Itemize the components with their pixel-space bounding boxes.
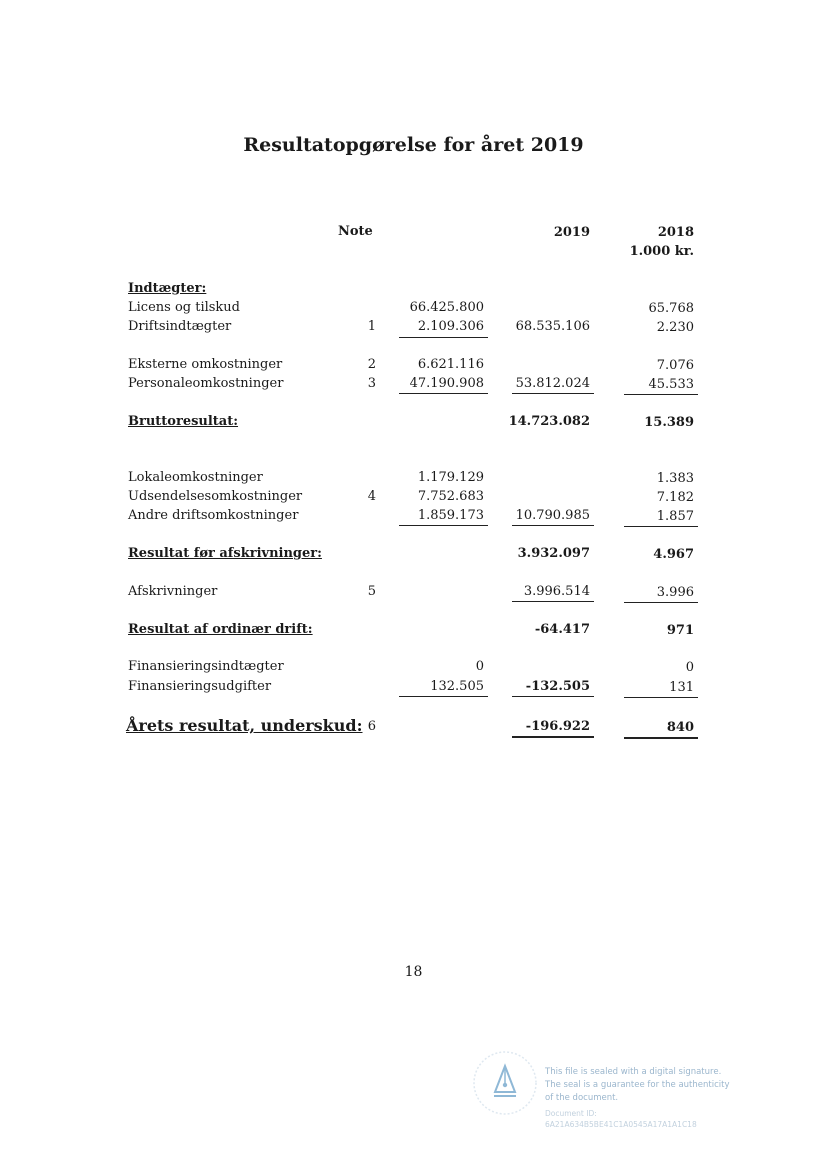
personale-prior: 45.533 <box>648 377 694 392</box>
unit-label: 1.000 kr. <box>629 244 694 259</box>
drift-detail: 2.109.306 <box>417 319 484 334</box>
brutto-label: Bruttoresultat: <box>128 414 239 429</box>
licens-prior: 65.768 <box>648 301 694 316</box>
personale-total: 53.812.024 <box>515 376 590 391</box>
fin-ind-prior: 0 <box>685 660 694 675</box>
afskrivninger-total: 3.996.514 <box>523 584 590 599</box>
lokale-detail: 1.179.129 <box>417 470 484 485</box>
eksterne-label: Eksterne omkostninger <box>128 357 283 372</box>
seal-line-1: This file is sealed with a digital signature. <box>545 1067 722 1077</box>
aarets-note: 6 <box>367 719 376 734</box>
underline <box>512 393 594 394</box>
underline <box>624 526 698 527</box>
brutto-prior: 15.389 <box>644 415 694 430</box>
double-underline <box>624 737 698 739</box>
andre-detail: 1.859.173 <box>417 508 484 523</box>
seal-line-2: The seal is a guarantee for the authenticity <box>545 1080 730 1090</box>
underline <box>399 696 488 697</box>
seal-doc-label: Document ID: <box>545 1109 597 1118</box>
udsendelse-prior: 7.182 <box>656 490 694 505</box>
underline <box>512 696 594 697</box>
licens-label: Licens og tilskud <box>128 300 241 315</box>
eksterne-prior: 7.076 <box>656 358 694 373</box>
eksterne-note: 2 <box>367 357 376 372</box>
afskrivninger-label: Afskrivninger <box>128 584 218 599</box>
underline <box>399 393 488 394</box>
foer-afskr-label: Resultat før afskrivninger: <box>128 546 322 561</box>
drift-label: Driftsindtægter <box>128 319 232 334</box>
underline <box>512 601 594 602</box>
seal-doc-id: 6A21A634B5BE41C1A0545A17A1A1C18 <box>545 1120 697 1129</box>
aarets-prior: 840 <box>666 720 694 735</box>
income-heading: Indtægter: <box>128 281 207 296</box>
afskrivninger-prior: 3.996 <box>656 585 694 600</box>
fin-ud-total: -132.505 <box>525 679 590 694</box>
note-column-header: Note <box>338 224 373 239</box>
udsendelse-detail: 7.752.683 <box>417 489 484 504</box>
fin-ind-detail: 0 <box>475 659 484 674</box>
lokale-label: Lokaleomkostninger <box>128 470 263 485</box>
drift-total: 68.535.106 <box>515 319 590 334</box>
foer-afskr-total: 3.932.097 <box>517 546 590 561</box>
underline <box>399 525 488 526</box>
drift-prior: 2.230 <box>656 320 694 335</box>
pen-nib-icon <box>470 1048 540 1118</box>
underline <box>512 525 594 526</box>
page-title: Resultatopgørelse for året 2019 <box>243 134 584 156</box>
column-2018-header: 2018 <box>657 225 694 240</box>
underline <box>399 337 488 338</box>
aarets-total: -196.922 <box>525 719 590 734</box>
ordinaer-prior: 971 <box>666 623 694 638</box>
underline <box>624 697 698 698</box>
personale-note: 3 <box>367 376 376 391</box>
fin-ud-detail: 132.505 <box>430 679 484 694</box>
personale-label: Personaleomkostninger <box>128 376 284 391</box>
aarets-label: Årets resultat, underskud: <box>126 716 363 735</box>
andre-label: Andre driftsomkostninger <box>128 508 299 523</box>
seal-emblem <box>470 1048 540 1118</box>
foer-afskr-prior: 4.967 <box>653 547 694 562</box>
brutto-total: 14.723.082 <box>508 414 590 429</box>
underline <box>624 394 698 395</box>
personale-detail: 47.190.908 <box>409 376 484 391</box>
fin-ind-label: Finansieringsindtægter <box>128 659 284 674</box>
andre-prior: 1.857 <box>656 509 694 524</box>
udsendelse-label: Udsendelsesomkostninger <box>128 489 303 504</box>
eksterne-detail: 6.621.116 <box>417 357 484 372</box>
underline <box>624 602 698 603</box>
fin-ud-prior: 131 <box>669 680 694 695</box>
udsendelse-note: 4 <box>367 489 376 504</box>
page-number: 18 <box>404 964 423 980</box>
seal-line-3: of the document. <box>545 1093 619 1103</box>
column-2019-header: 2019 <box>553 225 590 240</box>
licens-detail: 66.425.800 <box>409 300 484 315</box>
drift-note: 1 <box>367 319 376 334</box>
lokale-prior: 1.383 <box>656 471 694 486</box>
double-underline <box>512 736 594 738</box>
fin-ud-label: Finansieringsudgifter <box>128 679 272 694</box>
ordinaer-total: -64.417 <box>534 622 590 637</box>
andre-total: 10.790.985 <box>515 508 590 523</box>
ordinaer-label: Resultat af ordinær drift: <box>128 622 313 637</box>
afskrivninger-note: 5 <box>367 584 376 599</box>
